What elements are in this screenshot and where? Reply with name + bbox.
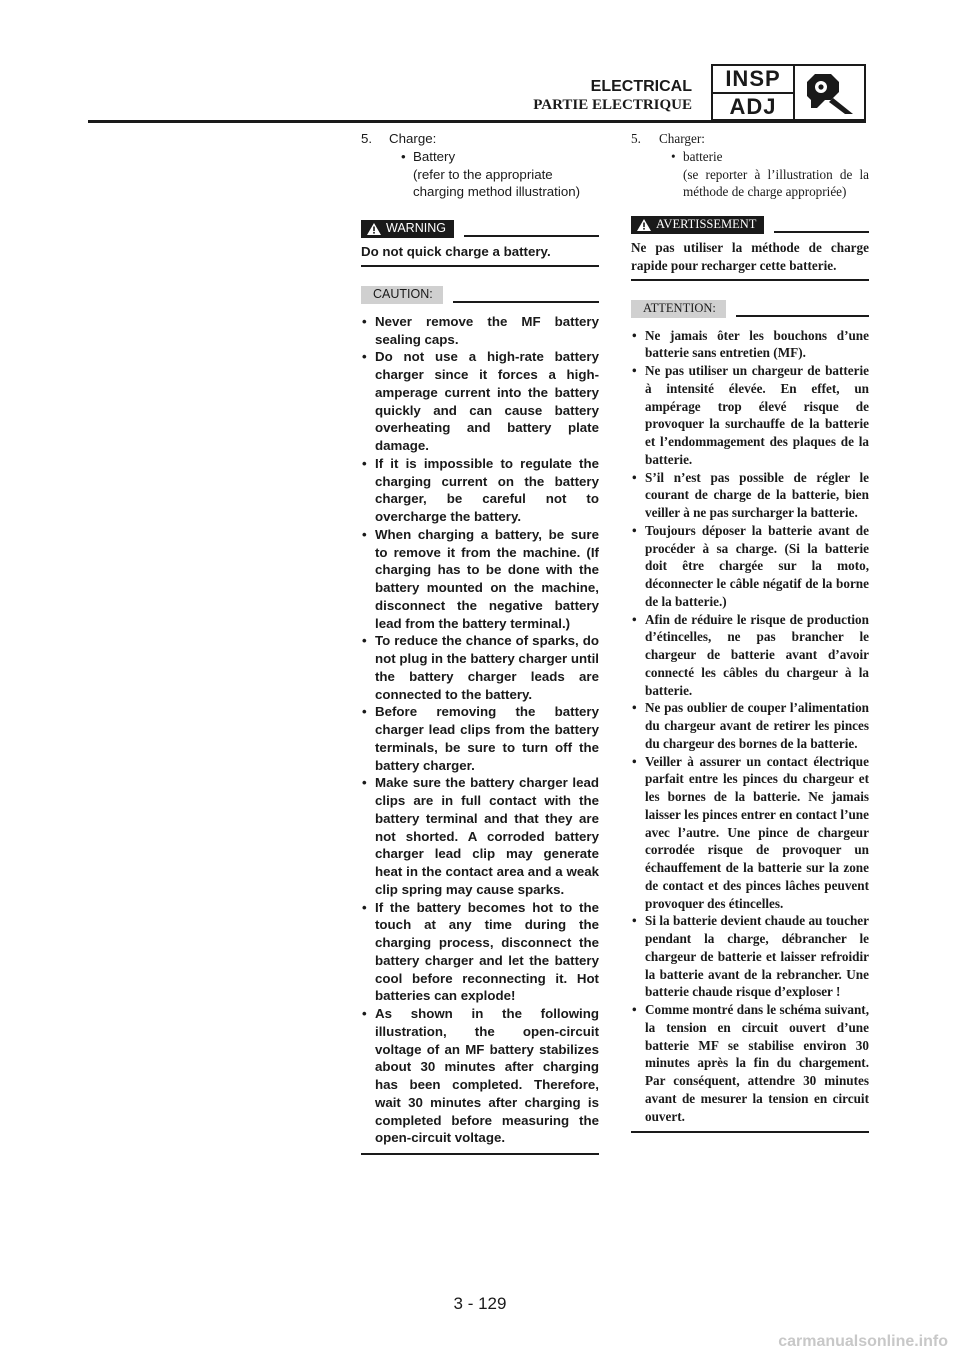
warning-bottom-rule: [631, 279, 869, 281]
caution-box-en: [361, 285, 599, 1155]
caution-bottom-rule: [631, 1131, 869, 1133]
section-title-french: PARTIE ELECTRIQUE: [533, 97, 692, 113]
section-badge: [711, 64, 866, 121]
caution-item: • Veiller à assurer un contact électrique parfait entre les pinces du chargeur et les bornes de la batterie. Ne jamais laisser les pinces entrer en contact l’une avec l’autre. Une pince de chargeur corrodée risque de provoquer un échauffement de la batterie sur la zone de contact et des pinces lâches peuvent provoquer des étincelles.: [631, 753, 869, 913]
wrench-icon: [795, 66, 864, 119]
step-title: Charge:: [389, 131, 437, 146]
warning-text: Ne pas utiliser la méthode de charge rapide pour recharger cette batterie.: [631, 240, 869, 273]
step-number: 5.: [631, 131, 641, 146]
english-column: [361, 130, 599, 1155]
warning-badge: [631, 216, 764, 234]
caution-header: [361, 285, 599, 305]
warning-text: Do not quick charge a battery.: [361, 244, 551, 259]
caution-header-line: [736, 315, 869, 317]
warning-badge: [361, 220, 454, 238]
sub-item-label: Battery: [413, 148, 456, 164]
sub-item-note: (refer to the appropriate charging method illustration): [413, 166, 581, 200]
caution-item: • If the battery becomes hot to the touch at any time during the charging process, disconnect the battery charger and let the battery cool before reconnecting it. Hot batteries can explode!: [361, 899, 599, 1006]
badge-adj-label: ADJ: [729, 94, 777, 119]
caution-item: • Comme montré dans le schéma suivant, la tension en circuit ouvert d’une batterie MF se stabilise environ 30 minutes après la fin du chargement. Par conséquent, attendre 30 minutes avant de mesurer la tension en circuit ouvert.: [631, 1001, 869, 1125]
caution-item: • Afin de réduire le risque de production d’étincelles, ne pas brancher le chargeur de batterie avant d’avoir connecté les câbles du chargeur à la batterie.: [631, 611, 869, 700]
watermark: carmanualsonline.info: [778, 1333, 948, 1350]
caution-item: • When charging a battery, be sure to remove it from the machine. (If charging has to be done with the battery mounted on the machine, disconnect the negative battery lead from the battery terminal.): [361, 526, 599, 633]
step-title: Charger:: [659, 131, 705, 146]
caution-item: • Never remove the MF battery sealing caps.: [361, 313, 599, 349]
warning-label: AVERTISSEMENT: [656, 217, 757, 232]
sub-item-label: batterie: [683, 148, 723, 164]
step-5-en: [361, 130, 599, 201]
warning-triangle-icon: [637, 219, 651, 231]
caution-item: • Ne pas oublier de couper l’alimentation du chargeur avant de retirer les pinces du chargeur des bornes de la batterie.: [631, 699, 869, 752]
caution-badge: ATTENTION:: [631, 300, 726, 318]
caution-item: • If it is impossible to regulate the charging current on the battery charger, be careful not to overcharge the battery.: [361, 455, 599, 526]
step-sub-item: [401, 148, 599, 201]
sub-item-note: (se reporter à l’illustration de la méthode de charge appropriée): [683, 166, 869, 200]
caution-item: • Do not use a high-rate battery charger since it forces a high-amperage current into the battery quickly and can cause battery overheating and battery plate damage.: [361, 348, 599, 455]
section-title-english: ELECTRICAL: [590, 78, 692, 95]
badge-insp-label: INSP: [713, 66, 793, 94]
caution-item: • Si la batterie devient chaude au toucher pendant la charge, débrancher le chargeur de batterie et laisser refroidir la batterie avant de la rebrancher. Une batterie chaude risque d’exploser !: [631, 912, 869, 1001]
french-column: [631, 130, 869, 1133]
caution-item: • Ne pas utiliser un chargeur de batterie à intensité élevée. En effet, un ampérage trop élevé risque de provoquer la surchauffe de la batterie et l’endommagement des plaques de la batterie.: [631, 362, 869, 469]
caution-header: [631, 299, 869, 319]
warning-box-fr: [631, 215, 869, 281]
step-sub-item: [671, 148, 869, 201]
caution-bottom-rule: [361, 1153, 599, 1155]
caution-item: • As shown in the following illustration, the open-circuit voltage of an MF battery stabilizes about 30 minutes after charging has been completed. Therefore, wait 30 minutes after charging is completed before measuring the open-circuit voltage.: [361, 1005, 599, 1147]
caution-header-line: [453, 301, 599, 303]
warning-header-line: [464, 235, 599, 237]
warning-header: [361, 219, 599, 239]
warning-header-line: [774, 231, 869, 233]
warning-triangle-icon: [367, 223, 381, 235]
caution-list: [631, 327, 869, 1126]
caution-list: [361, 313, 599, 1147]
warning-bottom-rule: [361, 265, 599, 267]
warning-box-en: [361, 219, 599, 267]
caution-box-fr: [631, 299, 869, 1134]
caution-item: • Before removing the battery charger lead clips from the battery terminals, be sure to turn off the battery charger.: [361, 703, 599, 774]
caution-item: • To reduce the chance of sparks, do not plug in the battery charger until the battery charger leads are connected to the battery.: [361, 632, 599, 703]
badge-text: [713, 66, 795, 119]
step-number: 5.: [361, 131, 373, 146]
caution-badge: CAUTION:: [361, 286, 443, 304]
bullet: •: [671, 148, 676, 164]
page-number: 3 - 129: [453, 1294, 507, 1313]
caution-item: • Ne jamais ôter les bouchons d’une batterie sans entretien (MF).: [631, 327, 869, 363]
warning-header: [631, 215, 869, 235]
bullet: •: [401, 148, 406, 164]
caution-item: • Make sure the battery charger lead clips are in full contact with the battery terminal and that they are not shorted. A corroded battery charger lead clip may generate heat in the contact area and a weak clip spring may cause sparks.: [361, 774, 599, 898]
warning-label: WARNING: [386, 221, 446, 236]
caution-item: • S’il n’est pas possible de régler le courant de charge de la batterie, bien veiller à ne pas surcharger la batterie.: [631, 469, 869, 522]
step-5-fr: [631, 130, 869, 201]
caution-item: • Toujours déposer la batterie avant de procéder à sa charge. (Si la batterie doit être chargée sur la moto, déconnecter le câble négatif de la borne de la batterie.): [631, 522, 869, 611]
